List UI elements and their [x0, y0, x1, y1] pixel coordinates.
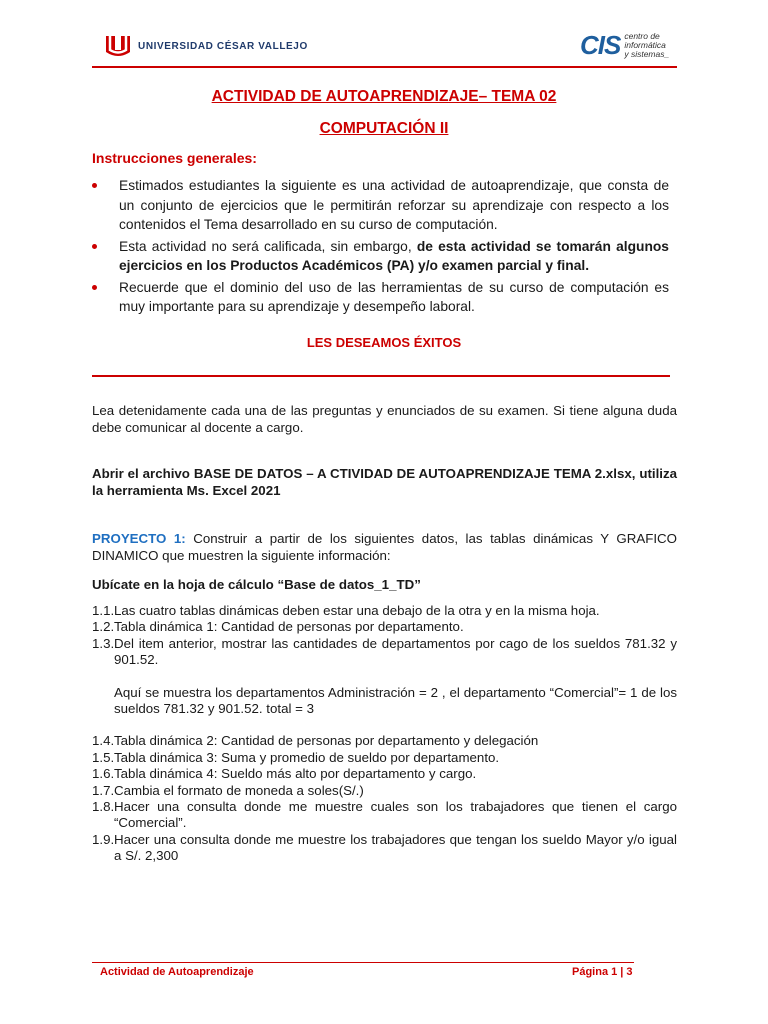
- open-file-instruction: Abrir el archivo BASE DE DATOS – A CTIVIDAD DE AUTOAPRENDIZAJE TEMA 2.xlsx, utiliza la herramienta Ms. Excel 2021: [92, 466, 677, 498]
- task-item: [92, 832, 677, 865]
- task-item: [92, 619, 677, 635]
- bullet-dot-icon: [92, 285, 97, 290]
- cis-tagline-line: informática: [624, 40, 666, 50]
- ucv-shield-icon: [104, 32, 132, 60]
- cis-tagline: [624, 32, 669, 59]
- cis-logo-text: CIS: [580, 30, 621, 60]
- instructions-heading: Instrucciones generales:: [92, 150, 257, 166]
- page-number: Página 1 | 3: [572, 966, 633, 978]
- task-text: Hacer una consulta donde me muestre los trabajadores que tengan los sueldo Mayor y/o igual a S/. 2,300: [114, 831, 677, 864]
- task-number: 1.5.: [92, 749, 115, 765]
- project-label: PROYECTO 1:: [92, 531, 186, 546]
- task-note: [92, 685, 677, 718]
- task-text: Tabla dinámica 4: Sueldo más alto por departamento y cargo.: [114, 766, 477, 782]
- task-list: [92, 603, 677, 865]
- task-item: [92, 750, 677, 766]
- project-text: Construir a partir de los siguientes datos, las tablas dinámicas Y GRAFICO DINAMICO que muestren la siguiente información:: [92, 531, 677, 563]
- footer-divider: [92, 962, 634, 963]
- task-text: Del item anterior, mostrar las cantidades de departamentos por cago de los sueldos 781.32 y 901.52.: [114, 635, 677, 668]
- bullet-text: Recuerde que el dominio del uso de las herramientas de su curso de computación es muy importante para su aprendizaje y desempeño laboral.: [119, 279, 669, 314]
- task-number: 1.1.: [92, 603, 115, 618]
- task-number: 1.3.: [92, 635, 115, 651]
- task-number: 1.7.: [92, 782, 115, 798]
- task-text: Hacer una consulta donde me muestre cuales son los trabajadores que tienen el cargo “Comercial”.: [114, 799, 677, 831]
- bullet-text: Estimados estudiantes la siguiente es una actividad de autoaprendizaje, que consta de un conjunto de ejercicios que le permitirán reforzar su aprendizaje con respecto a los contenidos el Tema desarrollado en su curso de computación.: [119, 178, 669, 232]
- bullet-text: Esta actividad no será calificada, sin embargo,: [119, 238, 417, 254]
- task-text: Tabla dinámica 3: Suma y promedio de sueldo por departamento.: [114, 749, 500, 765]
- bullet-dot-icon: [92, 244, 97, 249]
- task-text: Las cuatro tablas dinámicas deben estar una debajo de la otra y en la misma hoja.: [114, 603, 600, 618]
- task-item: [92, 783, 677, 799]
- cis-tagline-line: centro de: [624, 31, 660, 41]
- list-item: [92, 237, 669, 276]
- task-note-text: Aquí se muestra los departamentos Administración = 2 , el departamento “Comercial”= 1 de los sueldos 781.32 y 901.52. total = 3: [114, 684, 677, 717]
- bullet-dot-icon: [92, 183, 97, 188]
- ucv-logo: [104, 32, 308, 60]
- task-number: 1.9.: [92, 831, 115, 847]
- task-item: [92, 766, 677, 782]
- list-item: [92, 278, 669, 317]
- instructions-list: [92, 176, 669, 319]
- task-item: [92, 603, 677, 619]
- task-text: Tabla dinámica 1: Cantidad de personas por departamento.: [114, 619, 464, 635]
- task-item: [92, 636, 677, 669]
- task-text: Tabla dinámica 2: Cantidad de personas por departamento y delegación: [114, 733, 539, 749]
- task-item: [92, 733, 677, 749]
- task-number: 1.8.: [92, 799, 115, 815]
- list-item: [92, 176, 669, 235]
- project-paragraph: [92, 530, 677, 564]
- task-number: 1.2.: [92, 619, 115, 635]
- intro-paragraph: Lea detenidamente cada una de las preguntas y enunciados de su examen. Si tiene alguna duda debe comunicar al docente a cargo.: [92, 403, 677, 435]
- task-number: 1.4.: [92, 733, 115, 749]
- course-title: COMPUTACIÓN II: [319, 120, 449, 137]
- page-title: ACTIVIDAD DE AUTOAPRENDIZAJE– TEMA 02: [211, 88, 557, 105]
- header-divider: [92, 66, 677, 68]
- task-text: Cambia el formato de moneda a soles(S/.): [114, 782, 364, 798]
- wishes-heading: LES DESEAMOS ÉXITOS: [306, 335, 462, 350]
- bullet-bold-text: de esta actividad se tomarán algunos ejercicios en los Productos Académicos (PA) y/o examen parcial y final.: [119, 238, 669, 273]
- university-name: UNIVERSIDAD CÉSAR VALLEJO: [138, 40, 308, 52]
- cis-logo: [580, 30, 669, 61]
- footer-label: Actividad de Autoaprendizaje: [100, 966, 254, 978]
- task-number: 1.6.: [92, 766, 115, 782]
- task-item: [92, 799, 677, 832]
- section-divider: [92, 375, 670, 377]
- sheet-instruction: Ubícate en la hoja de cálculo “Base de datos_1_TD”: [92, 577, 421, 592]
- cis-tagline-line: y sistemas_: [624, 49, 670, 59]
